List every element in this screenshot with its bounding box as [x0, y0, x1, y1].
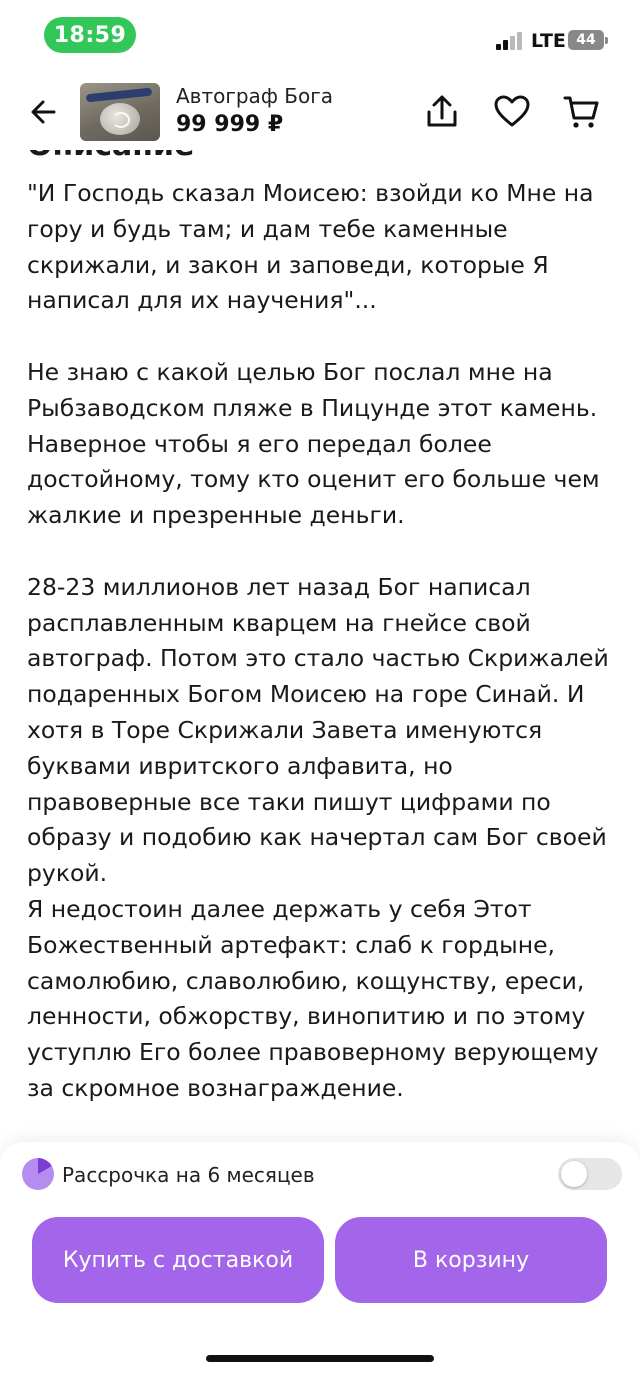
add-to-cart-button[interactable]: В корзину [335, 1217, 607, 1303]
product-title: Автограф Бога [176, 84, 333, 108]
heart-icon[interactable] [492, 92, 532, 132]
battery-level: 44 [576, 32, 596, 48]
product-thumbnail[interactable] [80, 83, 160, 141]
share-icon[interactable] [422, 92, 462, 132]
back-arrow-icon[interactable] [24, 92, 64, 132]
purchase-panel [0, 1142, 640, 1385]
signal-icon [496, 32, 524, 50]
status-bar [0, 0, 640, 72]
buy-with-delivery-button[interactable]: Купить с доставкой [32, 1217, 324, 1303]
status-time: 18:59 [44, 17, 136, 53]
product-header [0, 72, 640, 150]
network-label: LTE [531, 30, 566, 52]
cart-icon[interactable] [562, 92, 602, 132]
installment-pie-icon [22, 1158, 54, 1190]
home-indicator [206, 1355, 434, 1362]
battery-icon [568, 30, 604, 50]
product-price: 99 999 ₽ [176, 112, 284, 137]
toggle-knob [561, 1161, 587, 1187]
product-description: "И Господь сказал Моисею: взойди ко Мне на гору и будь там; и дам тебе каменные скрижали, и закон и заповеди, которые Я написал для их научения"... Не знаю с какой целью Бог послал мне на Рыбзаводском пляже в Пицунде этот камень. Наверное чтобы я его передал более достойному, тому кто оценит его больше чем жалкие и презренные деньги. 28-23 миллионов лет назад Бог написал расплавленным кварцем на гнейсе свой автограф. Потом это стало частью Скрижалей подаренных Богом Моисею на горе Синай. И хотя в Торе Скрижали Завета именуются буквами ивритского алфавита, но правоверные все таки пишут цифрами по образу и подобию как начертал сам Бог своей рукой. Я недостоин далее держать у себя Этот Божественный артефакт: слаб к гордыне, самолюбию, славолюбию, кощунству, ереси, ленности, обжорству, винопитию и по этому уступлю Его более правоверному верующему за скромное вознаграждение. [27, 179, 609, 1102]
installment-row[interactable] [22, 1157, 622, 1193]
installment-label: Рассрочка на 6 месяцев [62, 1163, 315, 1187]
installment-toggle[interactable] [558, 1158, 622, 1190]
